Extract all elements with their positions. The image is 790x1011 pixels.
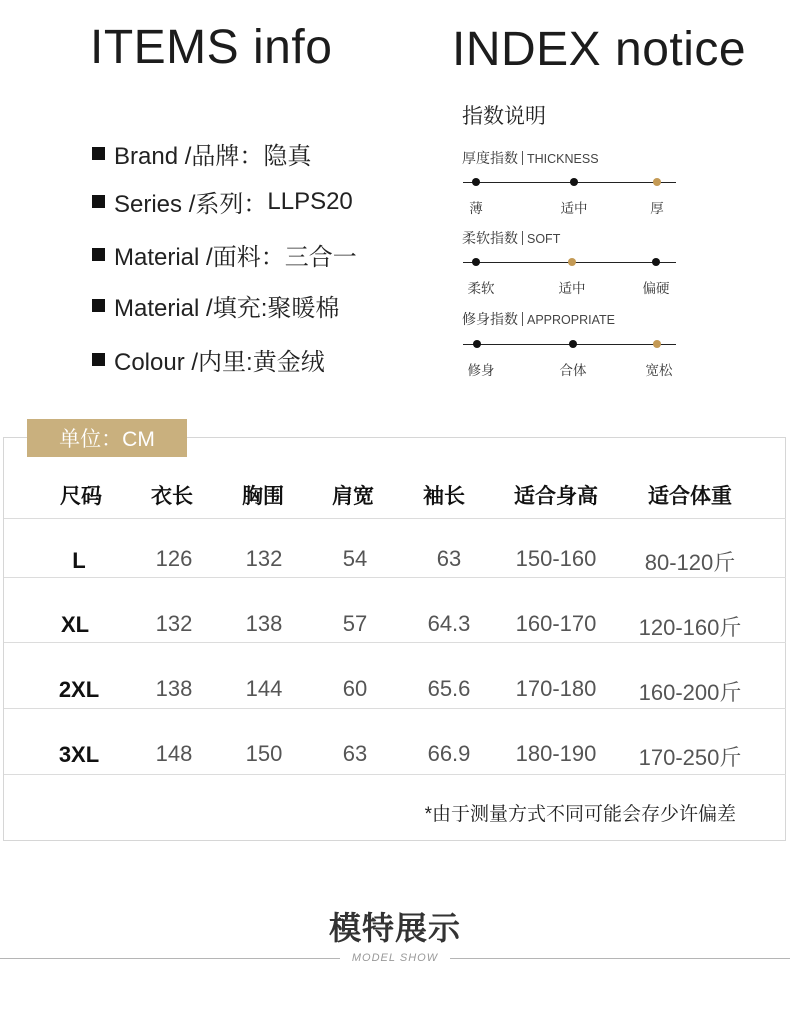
scale-dot xyxy=(569,340,577,348)
table-cell: 170-250斤 xyxy=(638,745,742,770)
row-divider xyxy=(4,577,786,578)
table-cell: 60 xyxy=(342,676,368,701)
square-bullet-icon xyxy=(92,147,105,160)
header-height: 适合身高 xyxy=(514,485,598,508)
scale-dot xyxy=(473,340,481,348)
table-cell: 57 xyxy=(342,611,368,636)
scale-dot xyxy=(472,178,480,186)
thickness-scale-title xyxy=(462,148,599,168)
scale-label: 厚 xyxy=(650,201,664,216)
table-row-size: 2XL xyxy=(58,677,100,702)
scale-title-en: APPROPRIATE xyxy=(527,313,615,327)
header-sleeve: 袖长 xyxy=(423,485,465,508)
item-filling xyxy=(92,288,339,323)
scale-dot xyxy=(472,258,480,266)
scale-dot-selected xyxy=(568,258,576,266)
divider xyxy=(522,231,523,245)
item-label: Series /系列： xyxy=(114,191,268,218)
header-size: 尺码 xyxy=(60,485,102,508)
scale-label: 宽松 xyxy=(645,363,673,378)
square-bullet-icon xyxy=(92,299,105,312)
table-cell: 160-200斤 xyxy=(638,680,742,705)
table-cell: 66.9 xyxy=(427,741,471,766)
table-cell: 148 xyxy=(155,741,193,766)
unit-badge: 单位：CM xyxy=(27,419,187,457)
scale-label: 薄 xyxy=(469,201,483,216)
table-cell: 64.3 xyxy=(427,611,471,636)
items-info-heading: ITEMS info xyxy=(90,21,333,74)
table-cell: 63 xyxy=(436,546,462,571)
measurement-note: *由于测量方式不同可能会存少许偏差 xyxy=(424,804,736,825)
scale-title-en: THICKNESS xyxy=(527,152,599,166)
table-cell: 138 xyxy=(245,611,283,636)
item-series xyxy=(92,184,353,219)
table-cell: 150-160 xyxy=(515,546,597,571)
scale-label: 合体 xyxy=(559,363,587,378)
table-cell: 144 xyxy=(245,676,283,701)
square-bullet-icon xyxy=(92,195,105,208)
table-cell: 132 xyxy=(155,611,193,636)
item-label: Colour /内里: xyxy=(114,349,253,376)
table-cell: 132 xyxy=(245,546,283,571)
table-cell: 138 xyxy=(155,676,193,701)
scale-dot-selected xyxy=(653,340,661,348)
table-cell: 180-190 xyxy=(515,741,597,766)
index-subtitle: 指数说明 xyxy=(462,105,546,128)
item-value: 隐真 xyxy=(263,143,312,170)
model-show-subtitle: MODEL SHOW xyxy=(351,952,439,964)
scale-label: 适中 xyxy=(560,201,588,216)
table-row-size: L xyxy=(72,548,86,573)
scale-dot xyxy=(652,258,660,266)
square-bullet-icon xyxy=(92,248,105,261)
item-lining xyxy=(92,342,325,377)
table-cell: 80-120斤 xyxy=(644,550,736,575)
scale-title-cn: 修身指数 xyxy=(462,311,518,327)
row-divider xyxy=(4,708,786,709)
divider xyxy=(522,312,523,326)
item-value: LLPS20 xyxy=(267,187,353,215)
row-divider xyxy=(4,642,786,643)
divider xyxy=(522,151,523,165)
table-row-size: XL xyxy=(60,612,90,637)
item-value: 黄金绒 xyxy=(252,349,325,376)
row-divider xyxy=(4,774,786,775)
scale-title-cn: 柔软指数 xyxy=(462,230,518,246)
table-cell: 63 xyxy=(342,741,368,766)
header-shoulder: 肩宽 xyxy=(332,485,374,508)
item-brand xyxy=(92,136,311,171)
scale-title-en: SOFT xyxy=(527,232,561,246)
item-label: Material /填充: xyxy=(114,295,268,322)
fit-scale-title xyxy=(462,309,615,329)
table-cell: 160-170 xyxy=(515,611,597,636)
item-value: 三合一 xyxy=(284,244,357,271)
scale-dot-selected xyxy=(653,178,661,186)
header-length: 衣长 xyxy=(151,485,193,508)
square-bullet-icon xyxy=(92,353,105,366)
table-row-size: 3XL xyxy=(58,742,100,767)
table-cell: 150 xyxy=(245,741,283,766)
soft-scale-title xyxy=(462,228,560,248)
scale-label: 适中 xyxy=(558,281,586,296)
scale-label: 修身 xyxy=(467,363,495,378)
table-cell: 170-180 xyxy=(515,676,597,701)
item-label: Material /面料： xyxy=(114,244,285,271)
index-notice-heading: INDEX notice xyxy=(452,23,747,76)
table-cell: 126 xyxy=(155,546,193,571)
item-value: 聚暖棉 xyxy=(267,295,340,322)
table-cell: 65.6 xyxy=(427,676,471,701)
row-divider xyxy=(4,518,786,519)
model-show-title: 模特展示 xyxy=(328,910,461,946)
item-label: Brand /品牌： xyxy=(114,143,264,170)
table-cell: 54 xyxy=(342,546,368,571)
header-chest: 胸围 xyxy=(242,485,284,508)
scale-label: 偏硬 xyxy=(642,281,670,296)
header-weight: 适合体重 xyxy=(648,485,732,508)
scale-title-cn: 厚度指数 xyxy=(462,150,518,166)
scale-dot xyxy=(570,178,578,186)
item-material xyxy=(92,237,357,272)
scale-label: 柔软 xyxy=(467,281,495,296)
table-cell: 120-160斤 xyxy=(638,615,742,640)
